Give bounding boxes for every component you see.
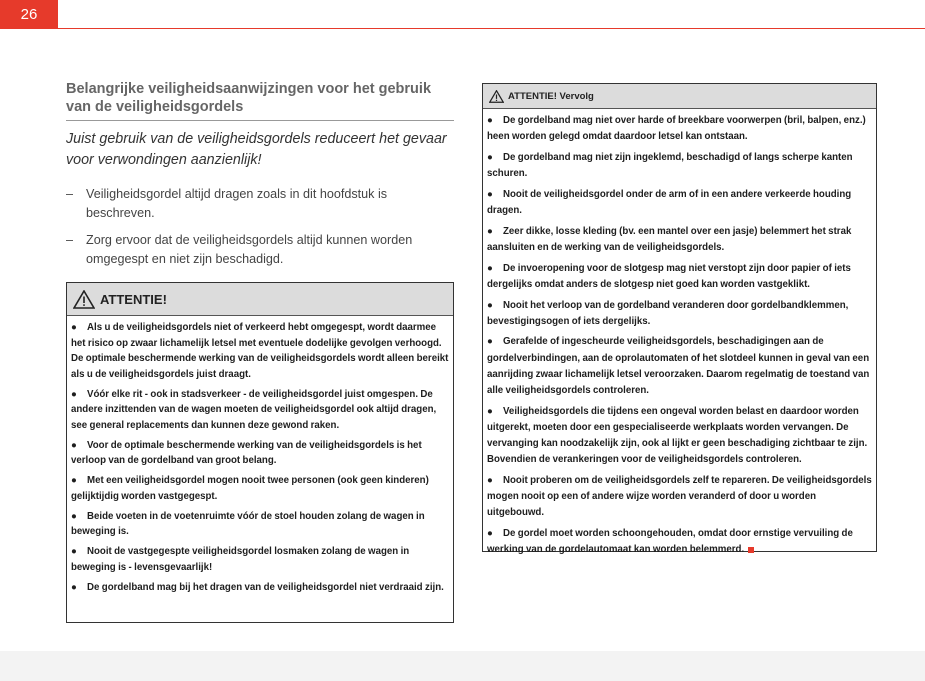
list-item: ● De gordelband mag niet over harde of breekbare voorwerpen (bril, balpen, enz.) heen worden gelegd omdat daardoor letsel kan ontstaan. bbox=[487, 115, 866, 143]
page-number: 26 bbox=[0, 0, 58, 29]
list-item: ● De gordelband mag bij het dragen van de veiligheidsgordel niet verdraaid zijn. bbox=[71, 581, 444, 593]
list-item: ● Gerafelde of ingescheurde veiligheidsgordels, beschadigingen aan de gordelverbindingen, aan de oprolautomaten of het slotdeel kunnen in geval van een aanrijding zwaar lichamelijk letsel veroorzaken. Daarom regelmatig de toestand van alle veiligheidsgordels controleren. bbox=[487, 336, 870, 397]
list-item: ● Als u de veiligheidsgordels niet of verkeerd hebt omgegespt, wordt daarmee het risico op zwaar lichamelijk letsel met eventuele dodelijke gevolgen verhoogd. De optimale beschermende werking van de veiligheidsgordels wordt alleen bereikt als u de veiligheidsgordels juist draagt. bbox=[71, 322, 449, 380]
warning-body bbox=[67, 316, 453, 595]
list-item: ● Met een veiligheidsgordel mogen nooit twee personen (ook geen kinderen) gelijktijdig worden vastgegespt. bbox=[71, 475, 429, 502]
warning-triangle-icon bbox=[73, 290, 95, 309]
warning-header bbox=[67, 283, 453, 316]
warning-box-continued bbox=[482, 83, 877, 556]
warning-body bbox=[483, 109, 876, 559]
list-item: ● De gordelband mag niet zijn ingeklemd, beschadigd of langs scherpe kanten schuren. bbox=[487, 151, 853, 180]
list-item: ● Nooit de vastgegespte veiligheidsgordel losmaken zolang de wagen in beweging is - levensgevaarlijk! bbox=[71, 546, 410, 573]
instruction-list bbox=[66, 185, 454, 269]
list-item: ● Zeer dikke, losse kleding (bv. een mantel over een jasje) belemmert het strak aansluiten en de werking van de veiligheidsgordels. bbox=[487, 225, 852, 253]
left-column bbox=[66, 80, 454, 277]
header-rule bbox=[58, 28, 925, 29]
list-item: ● De gordel moet worden schoongehouden, omdat door ernstige vervuiling de werking van de gordelautomaat kan worden belemmerd. bbox=[487, 528, 853, 556]
list-item: – Veiligheidsgordel altijd dragen zoals in dit hoofdstuk is beschreven. bbox=[66, 187, 388, 220]
list-item: ● Nooit proberen om de veiligheidsgordels zelf te repareren. De veiligheidsgordels mogen nooit op een of andere wijze worden veranderd of door u worden uitgebouwd. bbox=[487, 475, 872, 519]
list-item: ● Beide voeten in de voetenruimte vóór de stoel houden zolang de wagen in beweging is. bbox=[71, 510, 425, 537]
list-item: ● Nooit het verloop van de gordelband veranderen door gordelbandklemmen, bevestigingsogen of iets dergelijks. bbox=[487, 299, 849, 327]
warning-title: ATTENTIE! bbox=[100, 291, 167, 307]
end-marker-icon bbox=[748, 547, 754, 553]
warning-header bbox=[483, 84, 876, 109]
warning-triangle-icon bbox=[489, 90, 504, 103]
section-title: Belangrijke veiligheidsaanwijzingen voor het gebruik van de veiligheidsgordels bbox=[66, 80, 454, 121]
list-item: ● Voor de optimale beschermende werking van de veiligheidsgordels is het verloop van de gordelband van groot belang. bbox=[71, 439, 422, 466]
warning-title: ATTENTIE! Vervolg bbox=[508, 90, 594, 102]
list-item: ● Veiligheidsgordels die tijdens een ongeval worden belast en daardoor worden uitgerekt, moeten door een gespecialiseerde werkplaats worden vervangen. De vervanging kan noodzakelijk zijn, ook al lijkt er geen beschadiging zichtbaar te zijn. Bovendien de verankeringen voor de veiligheidsgordels controleren. bbox=[487, 405, 868, 466]
list-item: ● Nooit de veiligheidsgordel onder de arm of in een andere verkeerde houding dragen. bbox=[487, 188, 852, 217]
warning-box bbox=[66, 282, 454, 623]
section-intro: Juist gebruik van de veiligheidsgordels reduceert het gevaar voor verwondingen aanzienlijk! bbox=[66, 131, 447, 168]
list-item: – Zorg ervoor dat de veiligheidsgordels altijd kunnen worden omgegespt en niet zijn beschadigd. bbox=[66, 233, 413, 266]
list-item: ● Vóór elke rit - ook in stadsverkeer - de veiligheidsgordel juist omgespen. De andere inzittenden van de wagen moeten de veiligheidsgordel ook altijd dragen, see general replacements dan kunnen deze gewond raken. bbox=[71, 388, 437, 431]
list-item: ● De invoeropening voor de slotgesp mag niet verstopt zijn door papier of iets dergelijks omdat anders de slotgesp niet goed kan worden vastgeklikt. bbox=[487, 262, 851, 290]
footer-band bbox=[0, 651, 925, 681]
